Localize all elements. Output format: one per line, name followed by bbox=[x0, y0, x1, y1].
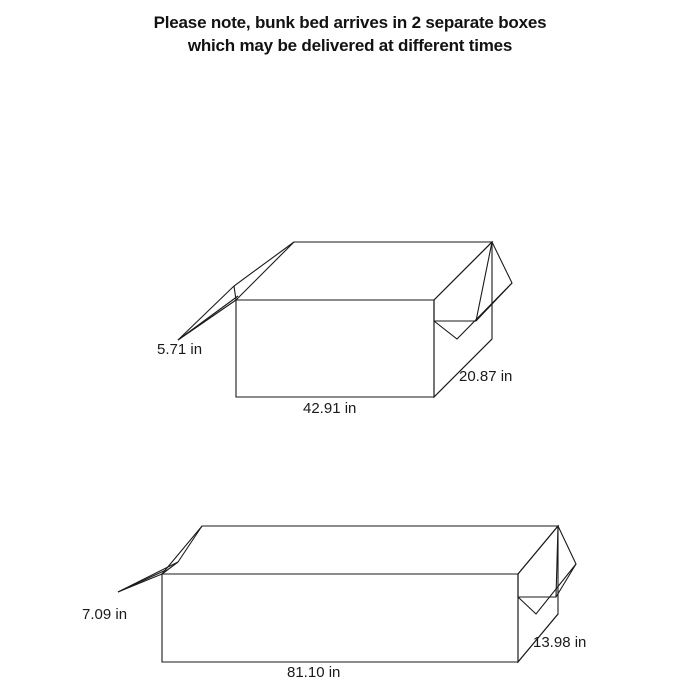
box-1-depth-label: 20.87 in bbox=[459, 368, 513, 385]
note-line-1: Please note, bunk bed arrives in 2 separate boxes bbox=[153, 13, 547, 32]
box-1-left-flap-edge bbox=[178, 296, 238, 340]
box-2-right-flap-fold bbox=[518, 564, 576, 614]
box-1-right-flap-outer bbox=[476, 242, 512, 321]
box-2-depth-label: 13.98 in bbox=[533, 634, 587, 651]
box-1-top-face bbox=[236, 242, 492, 300]
box-2-illustration bbox=[118, 526, 576, 662]
box-2-width-label: 81.10 in bbox=[287, 664, 341, 681]
box-2-right-flap bbox=[518, 526, 558, 597]
box-2-top-face bbox=[162, 526, 558, 574]
box-1-height-label: 5.71 in bbox=[157, 341, 203, 358]
box-2-left-flap-edge bbox=[118, 570, 166, 592]
box-2-height-label: 7.09 in bbox=[82, 606, 128, 623]
box-1-front-face bbox=[236, 300, 434, 397]
box-1-dimension-lines bbox=[236, 300, 492, 397]
box-2-dimension-lines bbox=[162, 574, 558, 662]
box-2-front-face bbox=[162, 574, 518, 662]
note-line-2: which may be delivered at different times bbox=[187, 35, 513, 55]
box-2-left-flap bbox=[118, 526, 202, 592]
box-2-right-flap-outer bbox=[556, 526, 576, 597]
box-1-right-flap-fold bbox=[434, 283, 512, 339]
box-1-width-label: 42.91 in bbox=[303, 400, 357, 417]
box-1-right-flap bbox=[434, 242, 492, 321]
